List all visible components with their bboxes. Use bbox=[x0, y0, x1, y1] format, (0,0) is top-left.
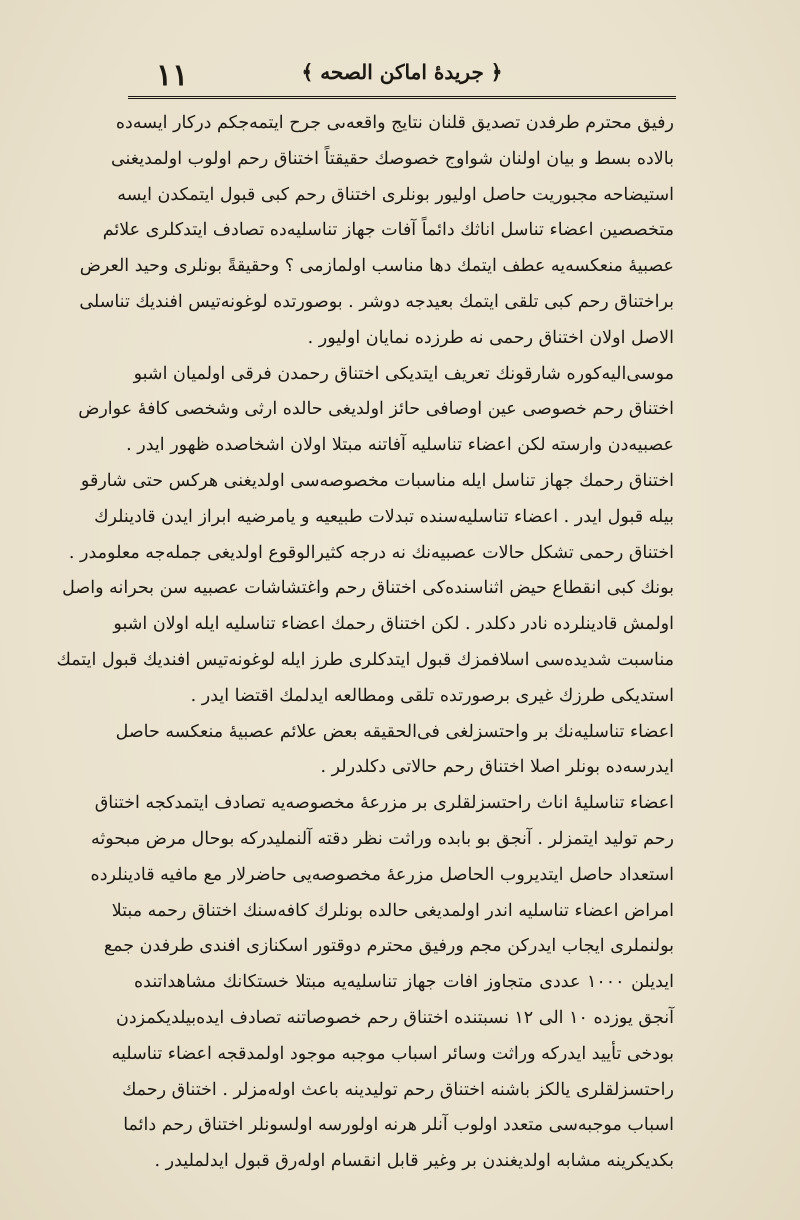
text-line: استديكى طرزك غيرى برصورتده تلقى ومطالعه ايدلمك اقتضا ايدر . bbox=[190, 685, 674, 706]
text-line: اختناق رحمى تشكل حالات عصبيه‌نك نه درجه كثيرالوقوع اولديغى جمله‌جه معلومدر . bbox=[68, 542, 674, 563]
text-line: مناسبت شديده‌سى اسلافمزك قبول ايتدكلرى طرز ايله لوغونه‌تيس افنديك قبول ايتمك bbox=[56, 649, 674, 670]
text-line: اختناق رحم خصوصى عين اوصافى حائز اولديغى حالده ارثى وشخصى كافۀ عوارض bbox=[78, 399, 674, 420]
page-header bbox=[128, 56, 676, 96]
text-line: استيضاحه مجبوريت حاصل اوليور بونلرى اختناق رحم كبى قبول ايتمكدن ايسه bbox=[117, 184, 674, 205]
text-line: بالاده بسط و بيان اولنان شواوج خصوصك حقيقتاً اختناق رحم اولوب اولمديغنى bbox=[110, 148, 674, 169]
text-line: اعضاء تناسليه‌نك بر واحتسزلغى فى‌الحقيقه بعض علائم عصبيۀ منعكسه حاصل bbox=[115, 721, 674, 742]
text-line: امراض اعضاء تناسليه اندر اولمديغى حالده بونلرك كافه‌سنك اختناق رحمه مبتلا bbox=[111, 900, 674, 921]
text-line: بيله قبول ايدر . اعضاء تناسليه‌سنده تبدلات طبيعيه و يامرضيه ابراز ايدن قادينلرك bbox=[94, 506, 674, 527]
text-line: متخصصين اعضاء تناسل اناثك دائماً آفات جهاز تناسليه‌ده تصادف ايتدكلرى علائم bbox=[102, 220, 674, 241]
text-line: رفيق محترم طرفدن تصديق قلنان نتايج واقعه‌ىى جرح ايتمه‌جكم دركار ايسه‌ده bbox=[115, 113, 674, 133]
text-line: اولمش قادينلرده نادر دكلدر . لكن اختناق رحمك اعضاء تناسليه ايله اولان اشبو bbox=[113, 614, 674, 635]
text-line: بودخى تأييد ايدركه وراثت وسائر اسباب موجبه موجود اولمدقجه اعضاء تناسليه bbox=[111, 1043, 674, 1064]
running-title: ﴿ جريدۀ اماکن الصحه ﴾ bbox=[301, 60, 503, 84]
text-line: عصبيه‌دن وارسته لكن اعضاء تناسليه آفاتنه مبتلا اولان اشخاصده ظهور ايدر . bbox=[126, 435, 674, 456]
text-line: راحتسزلقلرى يالكز باشنه اختناق رحم توليدينه باعث اوله‌مزلر . اختناق رحمك bbox=[121, 1079, 674, 1100]
header-rule bbox=[128, 96, 676, 99]
text-line: ايديلن ١٠٠٠ عددى متجاوز افات جهاز تناسليه‌يه مبتلا خستكانك مشاهداتنده bbox=[134, 972, 675, 993]
text-line: الاصل اولان اختناق رحمى نه طرزده نمايان اوليور . bbox=[307, 327, 674, 348]
text-line: بكديكرينه مشابه اولديغندن بر وغير قابل انقسام اوله‌رق قبول ايدلمليدر . bbox=[154, 1151, 674, 1172]
article-body bbox=[56, 106, 675, 1180]
text-line: عصبيۀ منعكسه‌يه عطف ايتمك دها مناسب اولمازمى ؟ وحقيقةً بونلرى وحيد العرض bbox=[79, 256, 674, 277]
text-line: ايدرسه‌ده بونلر اصلا اختناق رحم حالاتى دكلدرلر . bbox=[320, 757, 674, 778]
text-line: بولنملرى ايجاب ايدركن مجم ورفيق محترم دوقتور اسكنازى افندى طرفدن جمع bbox=[103, 936, 674, 957]
text-line: اعضاء تناسليۀ اناث راحتسزلقلرى بر مزرعۀ مخصوصه‌يه تصادف ايتمدكجه اختناق bbox=[94, 793, 674, 814]
text-line: آنجق يوزده ١٠ الى ١٢ نسبتنده اختناق رحم خصوصاتنه تصادف ايده‌بيلديكمزدن bbox=[116, 1007, 674, 1028]
text-line: موسى‌اليه‌كوره شارقونك تعريف ايتديكى اختناق رحمدن فرقى اولميان اشبو bbox=[133, 363, 674, 384]
text-line: براختناق رحم كبى تلقى ايتمك بعيدجه دوشر . بوصورتده لوغونه‌تيس افنديك تناسلى bbox=[79, 291, 674, 312]
text-line: بونك كبى انقطاع حيض اثناسنده‌كى اختناق رحم واغتشاشات عصبيه سن بحرانه واصل bbox=[62, 578, 674, 599]
text-line: رحم توليد ايتمزلر . آنجق بو بابده وراثت نظر دقته آلنمليدركه بوحال مرض مبحوثه bbox=[91, 828, 674, 849]
page-number: ١١ bbox=[156, 58, 189, 93]
text-line: اسباب موجبه‌سى متعدد اولوب آنلر هرنه اولورسه اولسونلر اختناق رحم دائما bbox=[123, 1115, 674, 1136]
text-line: اختناق رحمك جهاز تناسل ايله مناسبات مخصوصه‌سى اولديغنى هركس حتى شارقو bbox=[80, 470, 674, 491]
text-line: استعداد حاصل ايتديروب الحاصل مزرعۀ مخصوصه‌يى حاضرلار مع مافيه قادينلرده bbox=[90, 864, 674, 885]
